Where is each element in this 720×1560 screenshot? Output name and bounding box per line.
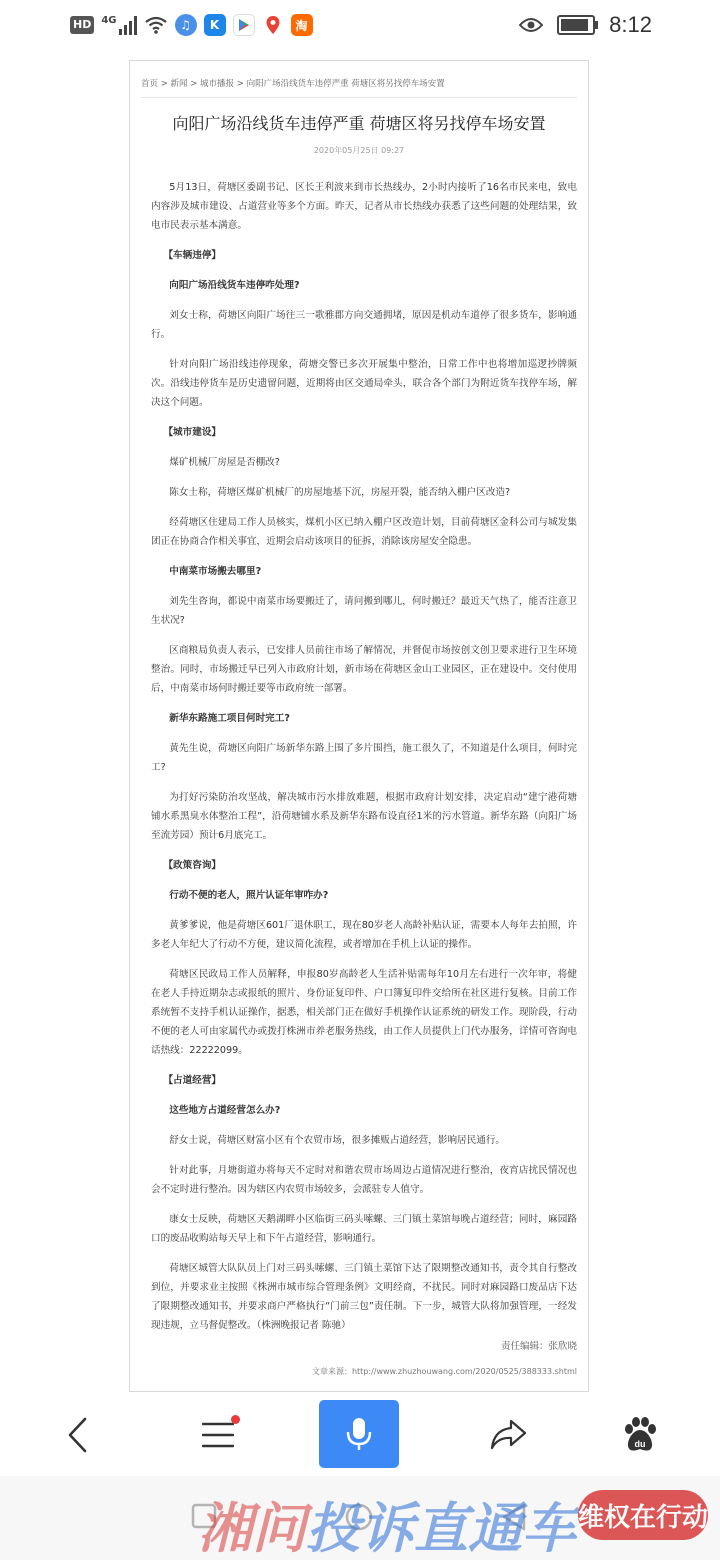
- section-heading: 【城市建设】: [163, 427, 222, 438]
- baidu-map-icon: [262, 14, 284, 36]
- play-store-icon: [233, 14, 255, 36]
- back-icon: [66, 1416, 90, 1454]
- article-paragraph: 刘女士称，荷塘区向阳广场往三一歌雅郡方向交通拥堵，原因是机动车道停了很多货车，影响通行。: [151, 310, 577, 340]
- article-title: 向阳广场沿线货车违停严重 荷塘区将另找停车场安置: [172, 114, 546, 133]
- article-paragraph: 陈女士称，荷塘区煤矿机械厂的房屋地基下沉，房屋开裂，能否纳入棚户区改造?: [169, 487, 511, 498]
- back-button[interactable]: [50, 1394, 106, 1476]
- svg-text:du: du: [634, 1439, 646, 1449]
- question-heading: 中南菜市场搬去哪里?: [169, 566, 262, 577]
- status-bar: [0, 0, 720, 56]
- system-nav-bar: [0, 1476, 720, 1560]
- watermark-stamp: 维权在行动: [578, 1490, 708, 1540]
- clock: 8:12: [609, 12, 652, 37]
- editor-credit: 责任编辑：张欣晓: [500, 1341, 577, 1352]
- battery-icon: [557, 15, 595, 35]
- article-paragraph: 为打好污染防治攻坚战，解决城市污水排放难题，根据市政府计划安排，决定启动“建宁港荷塘铺水系黑臭水体整治工程”，沿荷塘铺水系及新华东路布设直径1米的污水管道。新华东路（向阳广场至流芳园）预计6月底完工。: [151, 792, 577, 841]
- music-app-icon: ♫: [175, 14, 197, 36]
- article-paragraph: 康女士反映，荷塘区天鹅湖畔小区临街三码头嗦螺、三门镇土菜馆每晚占道经营；同时，麻园路口的废品收购站每天早上和下午占道经营，影响通行。: [151, 1214, 577, 1244]
- menu-button[interactable]: [190, 1394, 246, 1476]
- article-paragraph: 煤矿机械厂房屋是否棚改?: [169, 457, 280, 468]
- section-heading: 【占道经营】: [163, 1075, 222, 1086]
- article-paragraph: 荷塘区城管大队队员上门对三码头嗦螺、三门镇土菜馆下达了限期整改通知书，责令其自行整改到位，并要求业主按照《株洲市城市综合管理条例》文明经商，不扰民。同时对麻园路口废品店下达了限期整改通知书，并要求商户严格执行“门前三包”责任制。下一步，城管大队将加强管理，一经发现违规，立马督促整改。（株洲晚报记者 陈驰）: [151, 1263, 577, 1331]
- share-button[interactable]: [480, 1394, 536, 1476]
- browser-toolbar: [0, 1394, 720, 1476]
- article-paragraph: 5月13日，荷塘区委副书记、区长王利波来到市长热线办，2小时内接听了16名市民来电，致电内容涉及城市建设、占道营业等多个方面。昨天，记者从市长热线办获悉了这些问题的处理结果，致电市民表示基本满意。: [151, 182, 577, 231]
- section-heading: 【车辆违停】: [163, 250, 222, 261]
- breadcrumb[interactable]: 首页 > 新闻 > 城市播报 > 向阳广场沿线货车违停严重 荷塘区将另找停车场安置: [141, 79, 445, 89]
- article-paragraph: 针对向阳广场沿线违停现象，荷塘交警已多次开展集中整治，日常工作中也将增加巡逻抄牌频次。沿线违停货车是历史遗留问题，近期将由区交通局牵头，联合各个部门为附近货车找停车场，解决这个问题。: [151, 359, 577, 408]
- question-heading: 向阳广场沿线货车违停咋处理?: [169, 280, 300, 291]
- article-paragraph: 刘先生咨询，都说中南菜市场要搬迁了，请问搬到哪儿，何时搬迁？最近天气热了，能否注意卫生状况?: [151, 596, 577, 626]
- hd-badge: HD: [70, 16, 94, 34]
- question-heading: 这些地方占道经营怎么办?: [169, 1105, 281, 1116]
- wifi-icon: [144, 16, 168, 34]
- article-source[interactable]: 文章来源：http://www.zhuzhouwang.com/2020/0525/388333.shtml: [311, 1367, 577, 1376]
- article-paragraph: 经荷塘区住建局工作人员核实，煤机小区已纳入棚户区改造计划，目前荷塘区金科公司与城发集团正在协商合作相关事宜，近期会启动该项目的征拆，消除该房屋安全隐患。: [151, 517, 577, 547]
- divider: [141, 97, 577, 98]
- article-paragraph: 黄先生说，荷塘区向阳广场新华东路上围了多片围挡，施工很久了，不知道是什么项目，何时完工?: [151, 743, 577, 773]
- question-heading: 新华东路施工项目何时完工?: [169, 713, 290, 724]
- voice-search-icon: [346, 1417, 372, 1451]
- article-paragraph: 区商粮局负责人表示，已安排人员前往市场了解情况，并督促市场按创文创卫要求进行卫生环境整治。同时，市场搬迁早已列入市政府计划，新市场在荷塘区金山工业园区，正在建设中。交付使用后，中南菜市场何时搬迁要等市政府统一部署。: [151, 645, 577, 694]
- article-date: 2020年05月25日 09:27: [313, 146, 405, 155]
- article-paragraph: 荷塘区民政局工作人员解释，申报80岁高龄老人生活补贴需每年10月左右进行一次年审，将健在老人手持近期杂志或报纸的照片、身份证复印件、户口簿复印件交给所在社区进行复核。目前工作系统暂不支持手机认证操作，据悉，相关部门正在做好手机操作认证系统的研发工作。现阶段，行动不便的老人可由家属代办或拨打株洲市养老服务热线，由工作人员提供上门代办服务，详情可咨询电话热线：22222099。: [151, 969, 577, 1056]
- question-heading: 行动不便的老人，照片认证年审咋办?: [169, 890, 329, 901]
- article-paragraph: 舒女士说，荷塘区财富小区有个农贸市场，很多摊贩占道经营，影响居民通行。: [169, 1135, 506, 1146]
- watermark-logo: 湘问投诉直通车: [198, 1497, 576, 1560]
- baidu-button[interactable]: [612, 1394, 668, 1476]
- section-heading: 【政策咨询】: [163, 860, 222, 871]
- baidu-icon: [621, 1416, 659, 1454]
- share-icon: [489, 1419, 527, 1451]
- article-card: [129, 60, 589, 1392]
- signal-icon: [119, 15, 137, 35]
- voice-search-button[interactable]: [319, 1400, 399, 1468]
- article-paragraph: 针对此事，月塘街道办将每天不定时对和谐农贸市场周边占道情况进行整治，夜宵店扰民情况也会不定时进行整治。因为辖区内农贸市场较多，会派驻专人值守。: [151, 1165, 577, 1195]
- eye-icon: [519, 17, 543, 33]
- k-app-icon: K: [204, 14, 226, 36]
- notification-dot: [231, 1415, 240, 1424]
- taobao-app-icon: 淘: [291, 14, 313, 36]
- article-body: [151, 178, 577, 1346]
- article-paragraph: 黄爹爹说，他是荷塘区601厂退休职工，现在80岁老人高龄补贴认证，需要本人每年去拍照，许多老人年纪大了行动不方便，建议简化流程，或者增加在手机上认证的操作。: [151, 920, 577, 950]
- network-type: 4G: [101, 14, 117, 26]
- menu-icon: [202, 1421, 234, 1449]
